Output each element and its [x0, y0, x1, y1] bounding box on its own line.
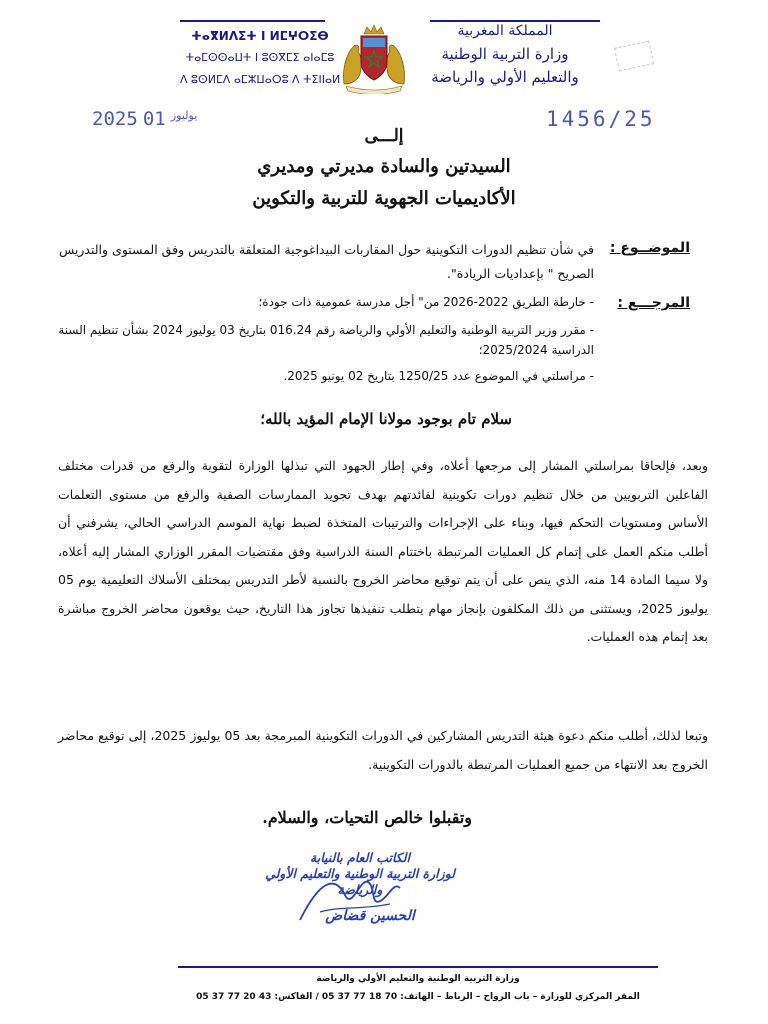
greeting: سلام تام بوجود مولانا الإمام المؤيد بالله؛ — [260, 410, 512, 428]
handwritten-signature — [290, 860, 410, 940]
header-arabic-line3: والتعليم الأولي والرياضة — [431, 68, 579, 86]
signature-title-line1: الكاتب العام بالنيابة — [310, 850, 410, 865]
scan-mark-icon — [614, 41, 654, 72]
signature-name: الحسين قضاض — [325, 908, 415, 924]
signature-title-line3: والرياضة — [337, 882, 383, 897]
body-paragraph-2: وتبعا لذلك، أطلب منكم دعوة هيئة التدريس المشاركين في الدورات التكوينية المبرمجة بعد 05 يوليوز 2025، إلى توقيع محاضر الخروج بعد الانتهاء من جميع العمليات المرتبطة بالدورات التكوينية. — [58, 728, 709, 772]
date-stamp-year: 2025 — [92, 108, 138, 130]
footer-line1: وزارة التربية الوطنية والتعليم الأولي والرياضة — [316, 974, 520, 984]
reference-item-3: - مراسلتي في الموضوع عدد 1250/25 بتاريخ 02 يونيو 2025. — [283, 369, 594, 383]
body-paragraph-1: وبعد، فإلحاقا بمراسلتي المشار إلى مرجعها أعلاه، وفي إطار الجهود التي تبذلها الوزارة لتقوية والرفع من قدرات مختلف الفاعلين التربويين من خلال تنظيم دورات تكوينية لفائدتهم بهدف تجويد الممارسات الصفية والرفع من مستوى التعلمات الأساس ومستويات التحكم فيها، وبناء على الإجراءات والترتيبات المتخذة لضبط نهاية الموسم الدراسي الحالي، يشرفني أن أطلب منكم العمل على إتمام كل العمليات المرتبطة باختتام السنة الدراسية وفق مقتضيات المقرر الوزاري المشار إليه أعلاه، ولا سيما المادة 14 منه، الذي ينص على أن يتم توقيع محاضر الخروج بالنسبة لأطر التدريس بمختلف الأسلاك التعليمية يوم 05 يوليوز 2025، ويستثنى من ذلك المكلفون بإنجاز مهام يتطلب تنفيذها تجاوز هذا التاريخ، حيث يوقعون محاضر الخروج مباشرة بعد إتمام هذه العمليات. — [58, 458, 709, 644]
reference-item-2: - مقرر وزير التربية الوطنية والتعليم الأولي والرياضة رقم 016.24 بتاريخ 03 يوليوز 2024 بشأن تنظيم السنة الدراسية 2025/2024؛ — [58, 323, 594, 357]
date-stamp-month: يوليوز — [170, 109, 198, 122]
header-tifinagh-line1: ⵜⴰⴳⵍⴷⵉⵜ ⵏ ⵍⵎⵖⵔⵉⴱ — [191, 29, 329, 43]
date-stamp-day: 01 — [142, 108, 166, 130]
recipient-line2: الأكاديميات الجهوية للتربية والتكوين — [252, 188, 516, 209]
signature-title-line2: لوزارة التربية الوطنية والتعليم الأولي — [265, 866, 455, 881]
header-arabic-line1: المملكة المغربية — [457, 23, 553, 39]
header-rule-right — [430, 20, 600, 22]
recipient-prefix: إلـــى — [364, 126, 404, 146]
reference-number-stamp: 1456/25 — [546, 107, 656, 131]
subject-label: الموضــوع : — [609, 240, 690, 256]
footer-rule — [178, 966, 658, 968]
header-rule-left — [180, 20, 325, 22]
coat-of-arms-icon — [340, 24, 408, 94]
closing: وتقبلوا خالص التحيات، والسلام. — [262, 808, 472, 827]
footer-line2: المقر المركزي للوزارة – باب الرواح – الرباط – الهاتف: 70 18 77 37 05 / الفاكس: 43 20 77 37 05 — [196, 992, 640, 1002]
reference-item-1: - خارطة الطريق 2022-2026 من" أجل مدرسة عمومية ذات جودة؛ — [258, 295, 594, 309]
header-tifinagh-line2: ⵜⴰⵎⵙⵙⴰⵡⵜ ⵏ ⵓⵙⴳⵎⵉ ⴰⵏⴰⵎⵓ — [185, 51, 335, 64]
header-arabic-line2: وزارة التربية الوطنية — [441, 45, 569, 63]
subject-text: في شأن تنظيم الدورات التكوينية حول المقاربات البيداغوجية المتعلقة بالتدريس وفق المستوى والتدريس الصريح " بإعداديات الريادة". — [58, 242, 594, 281]
references-label: المرجـــع : — [617, 295, 690, 311]
recipient-line1: السيدتين والسادة مديرتي ومديري — [257, 156, 511, 177]
header-tifinagh-line3: ⴷ ⵓⵙⵍⵎⴷ ⴰⵎⵣⵡⴰⵔⵓ ⴷ ⵜⵉⵏⵏⴰⵍ — [180, 73, 341, 86]
